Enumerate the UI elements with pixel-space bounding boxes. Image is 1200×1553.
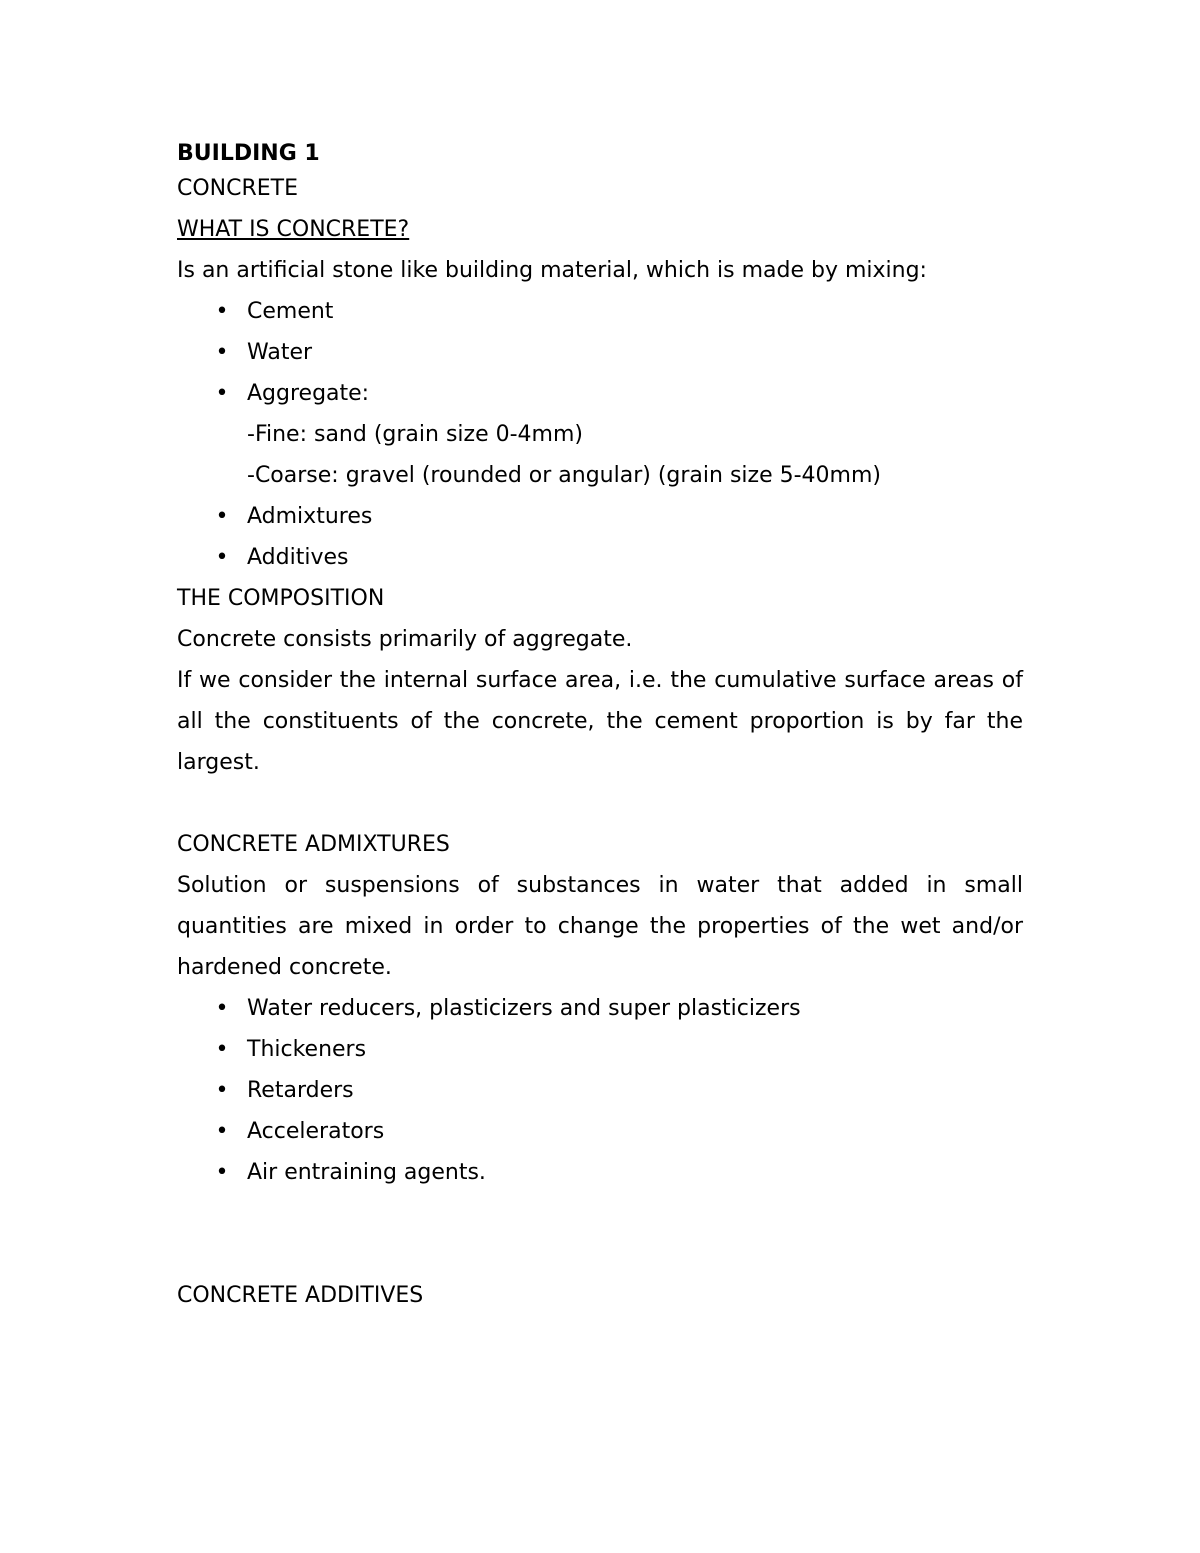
bullet-icon: • xyxy=(215,545,229,570)
document-subtitle: CONCRETE xyxy=(177,176,299,201)
list-item-label: Additives xyxy=(247,545,349,570)
list-item xyxy=(177,988,1023,1029)
composition-paragraph-1: Concrete consists primarily of aggregate. xyxy=(177,627,633,652)
bullet-icon: • xyxy=(215,1119,229,1144)
list-item xyxy=(177,1029,1023,1070)
list-item xyxy=(177,1152,1023,1193)
list-item-label: Air entraining agents. xyxy=(247,1160,486,1185)
section-heading-additives: CONCRETE ADDITIVES xyxy=(177,1283,424,1308)
bullet-icon: • xyxy=(215,504,229,529)
list-item-label: Aggregate: xyxy=(247,381,370,406)
list-item xyxy=(177,496,1023,537)
list-item xyxy=(177,291,1023,332)
list-item-label: Retarders xyxy=(247,1078,354,1103)
list-item xyxy=(177,537,1023,578)
aggregate-detail-fine: -Fine: sand (grain size 0-4mm) xyxy=(247,422,583,447)
intro-paragraph: Is an artificial stone like building material, which is made by mixing: xyxy=(177,258,927,283)
list-item-label: Water reducers, plasticizers and super plasticizers xyxy=(247,996,801,1021)
list-item xyxy=(177,332,1023,373)
list-item-label: Water xyxy=(247,340,313,365)
list-item xyxy=(177,1111,1023,1152)
admixtures-paragraph: Solution or suspensions of substances in water that added in small quantities are mixed in order to change the properties of the wet and/or hardened concrete. xyxy=(177,873,1023,980)
ingredients-list xyxy=(177,291,1023,414)
blank-lines xyxy=(177,1193,1023,1275)
document-page xyxy=(177,138,1023,1316)
bullet-icon: • xyxy=(215,299,229,324)
bullet-icon: • xyxy=(215,340,229,365)
bullet-icon: • xyxy=(215,1160,229,1185)
bullet-icon: • xyxy=(215,996,229,1021)
bullet-icon: • xyxy=(215,1037,229,1062)
blank-line xyxy=(177,783,1023,824)
ingredients-list-more xyxy=(177,496,1023,578)
admixture-types-list xyxy=(177,988,1023,1193)
document-title: BUILDING 1 xyxy=(177,141,320,166)
section-heading-what-is: WHAT IS CONCRETE? xyxy=(177,217,410,242)
list-item xyxy=(177,1070,1023,1111)
aggregate-detail-coarse: -Coarse: gravel (rounded or angular) (grain size 5-40mm) xyxy=(247,463,881,488)
section-heading-admixtures: CONCRETE ADMIXTURES xyxy=(177,832,450,857)
list-item-label: Admixtures xyxy=(247,504,373,529)
section-heading-composition: THE COMPOSITION xyxy=(177,586,385,611)
bullet-icon: • xyxy=(215,1078,229,1103)
list-item-label: Thickeners xyxy=(247,1037,367,1062)
bullet-icon: • xyxy=(215,381,229,406)
list-item-label: Cement xyxy=(247,299,334,324)
list-item xyxy=(177,373,1023,414)
composition-paragraph-2: If we consider the internal surface area, i.e. the cumulative surface areas of all the constituents of the concrete, the cement proportion is by far the largest. xyxy=(177,668,1023,775)
list-item-label: Accelerators xyxy=(247,1119,385,1144)
